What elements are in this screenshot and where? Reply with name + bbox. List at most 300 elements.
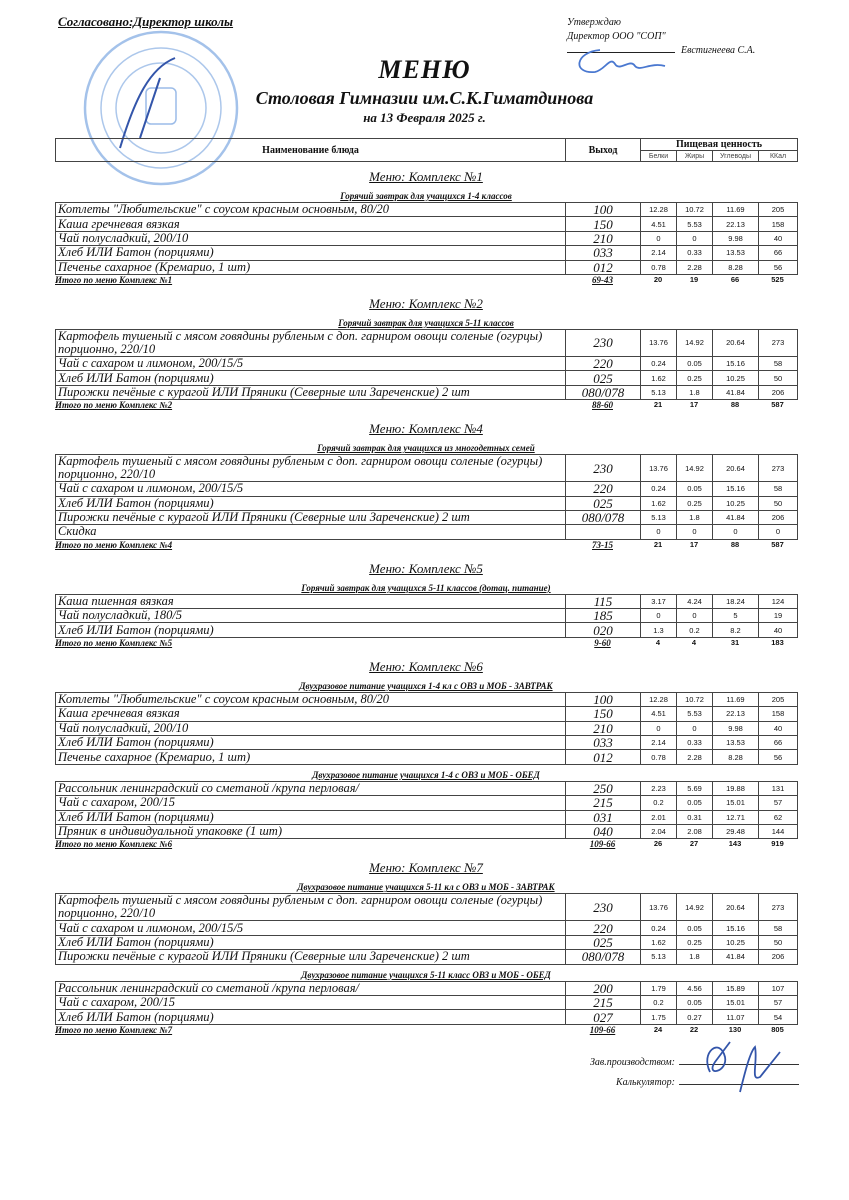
table-row <box>56 525 798 539</box>
cell-proteins: 2.14 <box>641 736 677 750</box>
total-fats: 17 <box>689 400 699 410</box>
table-row <box>56 750 798 764</box>
total-carbs: 31 <box>730 637 740 647</box>
cell-carbs: 13.53 <box>713 246 759 260</box>
table-row <box>56 356 798 370</box>
cell-carbs: 12.71 <box>713 810 759 824</box>
cell-fats: 0 <box>677 609 713 623</box>
cell-proteins: 12.28 <box>641 692 677 706</box>
menu-section <box>55 293 797 414</box>
dish-table <box>55 329 798 400</box>
table-row <box>56 796 798 810</box>
cell-proteins: 1.3 <box>641 623 677 637</box>
cell-kcal: 58 <box>759 482 798 496</box>
cell-carbs: 15.16 <box>713 921 759 935</box>
cell-fats: 0.33 <box>677 246 713 260</box>
cell-carbs: 18.24 <box>713 594 759 608</box>
section-total-row <box>55 275 797 289</box>
cell-output: 040 <box>566 824 641 838</box>
group-subtitle: Горячий завтрак для учащихся 5-11 классов (дотац. питание) <box>301 582 551 593</box>
total-carbs: 66 <box>730 274 740 284</box>
cell-fats: 10.72 <box>677 692 713 706</box>
cell-output: 150 <box>566 217 641 231</box>
total-output: 9-60 <box>594 637 611 648</box>
table-row <box>56 510 798 524</box>
footer-signatures <box>690 1032 790 1102</box>
total-dish-name: Итого по меню Комплекс №4 <box>55 539 173 550</box>
cell-dish-name: Хлеб ИЛИ Батон (порциями) <box>56 1010 566 1024</box>
group-subtitle: Двухразовое питание учащихся 5-11 кл с ОВЗ и МОБ - ЗАВТРАК <box>297 882 555 893</box>
cell-carbs: 15.16 <box>713 356 759 370</box>
cell-kcal: 58 <box>759 356 798 370</box>
cell-proteins: 0 <box>641 609 677 623</box>
cell-kcal: 57 <box>759 796 798 810</box>
table-row <box>56 692 798 706</box>
total-proteins: 21 <box>653 400 663 410</box>
dish-table <box>55 594 798 638</box>
section-title: Меню: Комплекс №2 <box>369 295 483 311</box>
total-output: 69-43 <box>592 274 613 285</box>
cell-output: 230 <box>566 455 641 482</box>
cell-dish-name: Хлеб ИЛИ Батон (порциями) <box>56 496 566 510</box>
cell-fats: 0.05 <box>677 796 713 810</box>
cell-kcal: 158 <box>759 707 798 721</box>
cell-carbs: 10.25 <box>713 371 759 385</box>
cell-kcal: 206 <box>759 950 798 964</box>
cell-carbs: 11.69 <box>713 692 759 706</box>
cell-carbs: 15.16 <box>713 482 759 496</box>
total-fats: 22 <box>689 1024 699 1034</box>
table-row <box>56 385 798 399</box>
cell-kcal: 273 <box>759 455 798 482</box>
table-row <box>56 482 798 496</box>
cell-carbs: 11.69 <box>713 203 759 217</box>
dish-table <box>55 692 798 765</box>
total-carbs: 130 <box>728 1024 742 1034</box>
cell-proteins: 0 <box>641 721 677 735</box>
header-fats: Жиры <box>677 151 713 162</box>
header-proteins: Белки <box>641 151 677 162</box>
total-dish-name: Итого по меню Комплекс №6 <box>55 839 173 850</box>
cell-kcal: 40 <box>759 623 798 637</box>
cell-carbs: 8.28 <box>713 260 759 274</box>
cell-carbs: 20.64 <box>713 894 759 921</box>
cell-kcal: 40 <box>759 231 798 245</box>
total-carbs: 143 <box>728 839 742 849</box>
cell-kcal: 0 <box>759 525 798 539</box>
cell-fats: 5.53 <box>677 707 713 721</box>
cell-dish-name: Чай полусладкий, 200/10 <box>56 721 566 735</box>
cell-carbs: 29.48 <box>713 824 759 838</box>
cell-output: 210 <box>566 721 641 735</box>
total-kcal: 587 <box>771 539 784 549</box>
cell-dish-name: Пирожки печёные с курагой ИЛИ Пряники (Северные или Зареченские) 2 шт <box>56 385 566 399</box>
dish-table <box>55 202 798 275</box>
dish-table <box>55 981 798 1025</box>
cell-kcal: 50 <box>759 371 798 385</box>
cell-fats: 0.25 <box>677 371 713 385</box>
cell-carbs: 11.07 <box>713 1010 759 1024</box>
cell-output: 080/078 <box>566 950 641 964</box>
table-row <box>56 1010 798 1024</box>
table-row <box>56 950 798 964</box>
total-dish-name: Итого по меню Комплекс №1 <box>55 274 173 285</box>
total-proteins: 20 <box>653 274 663 284</box>
cell-carbs: 10.25 <box>713 935 759 949</box>
total-carbs: 88 <box>730 400 740 410</box>
cell-fats: 5.69 <box>677 781 713 795</box>
table-row <box>56 496 798 510</box>
cell-output: 220 <box>566 356 641 370</box>
cell-fats: 2.28 <box>677 260 713 274</box>
menu-section <box>55 857 797 1038</box>
cell-kcal: 205 <box>759 692 798 706</box>
section-total-row <box>55 638 797 652</box>
table-row <box>56 781 798 795</box>
cell-proteins: 1.79 <box>641 981 677 995</box>
cell-output: 210 <box>566 231 641 245</box>
cell-output: 025 <box>566 371 641 385</box>
cell-proteins: 4.51 <box>641 217 677 231</box>
cell-proteins: 3.17 <box>641 594 677 608</box>
cell-output: 025 <box>566 496 641 510</box>
cell-dish-name: Картофель тушеный с мясом говядины рубленым с доп. гарниром овощи соленые (огурцы) порционно, 220/10 <box>56 329 566 356</box>
cell-proteins: 2.01 <box>641 810 677 824</box>
cell-carbs: 22.13 <box>713 707 759 721</box>
total-dish-name: Итого по меню Комплекс №2 <box>55 400 173 411</box>
cell-output <box>566 525 641 539</box>
section-total-row <box>55 1025 797 1039</box>
total-proteins: 4 <box>655 637 661 647</box>
cell-fats: 14.92 <box>677 329 713 356</box>
section-total-row <box>55 540 797 554</box>
cell-carbs: 5 <box>713 609 759 623</box>
cell-dish-name: Хлеб ИЛИ Батон (порциями) <box>56 371 566 385</box>
cell-kcal: 57 <box>759 995 798 1009</box>
cell-proteins: 2.04 <box>641 824 677 838</box>
cell-proteins: 0.24 <box>641 482 677 496</box>
cell-proteins: 5.13 <box>641 385 677 399</box>
cell-dish-name: Пряник в индивидуальной упаковке (1 шт) <box>56 824 566 838</box>
cell-fats: 5.53 <box>677 217 713 231</box>
section-title: Меню: Комплекс №4 <box>369 421 483 437</box>
cell-carbs: 15.01 <box>713 995 759 1009</box>
cell-proteins: 0.78 <box>641 260 677 274</box>
cell-dish-name: Каша пшенная вязкая <box>56 594 566 608</box>
cell-proteins: 4.51 <box>641 707 677 721</box>
total-proteins: 24 <box>653 1024 663 1034</box>
section-title: Меню: Комплекс №6 <box>369 658 483 674</box>
cell-proteins: 0.24 <box>641 356 677 370</box>
cell-dish-name: Хлеб ИЛИ Батон (порциями) <box>56 935 566 949</box>
table-row <box>56 921 798 935</box>
cell-dish-name: Чай с сахаром и лимоном, 200/15/5 <box>56 921 566 935</box>
cell-output: 200 <box>566 981 641 995</box>
cell-output: 100 <box>566 692 641 706</box>
cell-proteins: 13.76 <box>641 329 677 356</box>
cell-dish-name: Чай с сахаром и лимоном, 200/15/5 <box>56 482 566 496</box>
table-row <box>56 935 798 949</box>
cell-dish-name: Картофель тушеный с мясом говядины рубленым с доп. гарниром овощи соленые (огурцы) порционно, 220/10 <box>56 894 566 921</box>
cell-fats: 4.56 <box>677 981 713 995</box>
menu-section <box>55 166 797 289</box>
table-row <box>56 894 798 921</box>
total-dish-name: Итого по меню Комплекс №7 <box>55 1024 173 1035</box>
cell-proteins: 1.62 <box>641 496 677 510</box>
total-kcal: 805 <box>771 1024 784 1034</box>
cell-proteins: 0 <box>641 525 677 539</box>
cell-dish-name: Печенье сахарное (Кремарио, 1 шт) <box>56 260 566 274</box>
cell-proteins: 2.23 <box>641 781 677 795</box>
group-subtitle: Горячий завтрак для учащихся 5-11 классов <box>338 317 514 328</box>
cell-proteins: 13.76 <box>641 455 677 482</box>
cell-proteins: 13.76 <box>641 894 677 921</box>
header-kcal: ККал <box>759 151 798 162</box>
total-kcal: 587 <box>771 400 784 410</box>
cell-dish-name: Котлеты "Любительские" с соусом красным основным, 80/20 <box>56 203 566 217</box>
cell-output: 080/078 <box>566 510 641 524</box>
group-subtitle: Двухразовое питание учащихся 1-4 с ОВЗ и МОБ - ОБЕД <box>312 769 540 780</box>
cell-carbs: 13.53 <box>713 736 759 750</box>
cell-fats: 0.25 <box>677 935 713 949</box>
menu-section <box>55 418 797 554</box>
cell-fats: 0.2 <box>677 623 713 637</box>
cell-kcal: 56 <box>759 260 798 274</box>
menu-section <box>55 656 797 854</box>
cell-carbs: 20.64 <box>713 329 759 356</box>
cell-carbs: 8.28 <box>713 750 759 764</box>
cell-output: 033 <box>566 736 641 750</box>
cell-fats: 1.8 <box>677 385 713 399</box>
table-row <box>56 736 798 750</box>
cell-dish-name: Скидка <box>56 525 566 539</box>
table-header <box>55 138 798 162</box>
cell-fats: 14.92 <box>677 455 713 482</box>
cell-fats: 0.27 <box>677 1010 713 1024</box>
cell-kcal: 107 <box>759 981 798 995</box>
cell-output: 025 <box>566 935 641 949</box>
cell-dish-name: Чай полусладкий, 200/10 <box>56 231 566 245</box>
cell-fats: 0.25 <box>677 496 713 510</box>
cell-carbs: 9.98 <box>713 721 759 735</box>
cell-fats: 0.05 <box>677 356 713 370</box>
table-row <box>56 217 798 231</box>
cell-fats: 0.33 <box>677 736 713 750</box>
table-row <box>56 594 798 608</box>
total-proteins: 26 <box>653 839 663 849</box>
section-total-row <box>55 839 797 853</box>
cell-proteins: 0.78 <box>641 750 677 764</box>
cell-carbs: 15.89 <box>713 981 759 995</box>
cell-fats: 1.8 <box>677 950 713 964</box>
approver-position: Директор ООО "СОП" <box>567 31 666 42</box>
table-row <box>56 329 798 356</box>
table-row <box>56 260 798 274</box>
cell-fats: 1.8 <box>677 510 713 524</box>
total-proteins: 21 <box>653 539 663 549</box>
cell-dish-name: Печенье сахарное (Кремарио, 1 шт) <box>56 750 566 764</box>
cell-dish-name: Чай с сахаром, 200/15 <box>56 796 566 810</box>
cell-dish-name: Хлеб ИЛИ Батон (порциями) <box>56 810 566 824</box>
cell-carbs: 9.98 <box>713 231 759 245</box>
cell-output: 230 <box>566 329 641 356</box>
total-dish-name: Итого по меню Комплекс №5 <box>55 637 173 648</box>
cell-proteins: 0.24 <box>641 921 677 935</box>
cell-dish-name: Хлеб ИЛИ Батон (порциями) <box>56 623 566 637</box>
table-row <box>56 981 798 995</box>
cell-carbs: 41.84 <box>713 510 759 524</box>
menu-section <box>55 558 797 652</box>
table-row <box>56 623 798 637</box>
cell-fats: 0.05 <box>677 921 713 935</box>
group-subtitle: Горячий завтрак для учащихся из многодетных семей <box>317 443 535 454</box>
total-fats: 4 <box>691 637 697 647</box>
cell-carbs: 22.13 <box>713 217 759 231</box>
table-row <box>56 231 798 245</box>
cell-proteins: 1.62 <box>641 371 677 385</box>
cell-proteins: 0.2 <box>641 995 677 1009</box>
cell-fats: 14.92 <box>677 894 713 921</box>
cell-output: 020 <box>566 623 641 637</box>
approve-label: Утверждаю <box>567 17 621 28</box>
total-kcal: 183 <box>771 637 784 647</box>
cell-proteins: 0 <box>641 231 677 245</box>
cell-fats: 10.72 <box>677 203 713 217</box>
section-title: Меню: Комплекс №1 <box>369 169 483 184</box>
section-title: Меню: Комплекс №5 <box>369 560 483 576</box>
cell-fats: 2.28 <box>677 750 713 764</box>
cell-dish-name: Картофель тушеный с мясом говядины рубленым с доп. гарниром овощи соленые (огурцы) порционно, 220/10 <box>56 455 566 482</box>
cell-kcal: 66 <box>759 246 798 260</box>
cell-proteins: 1.75 <box>641 1010 677 1024</box>
cell-dish-name: Чай полусладкий, 180/5 <box>56 609 566 623</box>
cell-kcal: 56 <box>759 750 798 764</box>
cell-carbs: 41.84 <box>713 385 759 399</box>
cell-output: 150 <box>566 707 641 721</box>
cell-dish-name: Рассольник ленинградский со сметаной /крупа перловая/ <box>56 781 566 795</box>
cell-output: 080/078 <box>566 385 641 399</box>
total-kcal: 919 <box>771 839 784 849</box>
cell-proteins: 5.13 <box>641 510 677 524</box>
total-fats: 19 <box>689 274 699 284</box>
table-row <box>56 824 798 838</box>
cell-carbs: 8.2 <box>713 623 759 637</box>
cell-output: 250 <box>566 781 641 795</box>
menu-document <box>55 138 797 1039</box>
cell-output: 220 <box>566 482 641 496</box>
total-output: 73-15 <box>592 539 613 550</box>
cell-kcal: 131 <box>759 781 798 795</box>
header-output: Выход <box>566 139 641 162</box>
total-output: 109-66 <box>589 1024 616 1035</box>
table-row <box>56 721 798 735</box>
cell-kcal: 206 <box>759 385 798 399</box>
cell-carbs: 19.88 <box>713 781 759 795</box>
cell-kcal: 273 <box>759 329 798 356</box>
cell-output: 230 <box>566 894 641 921</box>
cell-dish-name: Каша гречневая вязкая <box>56 217 566 231</box>
cell-kcal: 50 <box>759 496 798 510</box>
cell-dish-name: Пирожки печёные с курагой ИЛИ Пряники (Северные или Зареченские) 2 шт <box>56 510 566 524</box>
cell-dish-name: Пирожки печёные с курагой ИЛИ Пряники (Северные или Зареченские) 2 шт <box>56 950 566 964</box>
cell-fats: 4.24 <box>677 594 713 608</box>
cell-output: 027 <box>566 1010 641 1024</box>
cell-dish-name: Чай с сахаром и лимоном, 200/15/5 <box>56 356 566 370</box>
cell-kcal: 40 <box>759 721 798 735</box>
cell-kcal: 54 <box>759 1010 798 1024</box>
cell-fats: 0.05 <box>677 995 713 1009</box>
cell-dish-name: Хлеб ИЛИ Батон (порциями) <box>56 246 566 260</box>
cell-fats: 0 <box>677 525 713 539</box>
cell-output: 100 <box>566 203 641 217</box>
cell-fats: 0 <box>677 231 713 245</box>
cell-kcal: 158 <box>759 217 798 231</box>
cell-kcal: 144 <box>759 824 798 838</box>
cell-kcal: 58 <box>759 921 798 935</box>
dish-table <box>55 893 798 964</box>
cell-kcal: 206 <box>759 510 798 524</box>
table-row <box>56 371 798 385</box>
cell-kcal: 273 <box>759 894 798 921</box>
cell-dish-name: Хлеб ИЛИ Батон (порциями) <box>56 736 566 750</box>
total-kcal: 525 <box>771 274 784 284</box>
group-subtitle: Горячий завтрак для учащихся 1-4 классов <box>340 191 512 201</box>
cell-output: 215 <box>566 796 641 810</box>
cell-output: 012 <box>566 260 641 274</box>
total-carbs: 88 <box>730 539 740 549</box>
table-row <box>56 995 798 1009</box>
cell-carbs: 20.64 <box>713 455 759 482</box>
canteen-name: Столовая Гимназии им.С.К.Гиматдинова <box>255 88 594 108</box>
section-total-row <box>55 400 797 414</box>
cell-carbs: 41.84 <box>713 950 759 964</box>
header-nutrition: Пищевая ценность <box>641 139 798 151</box>
cell-fats: 0 <box>677 721 713 735</box>
menu-sections <box>55 166 797 1039</box>
cell-dish-name: Чай с сахаром, 200/15 <box>56 995 566 1009</box>
cell-output: 185 <box>566 609 641 623</box>
cell-proteins: 0.2 <box>641 796 677 810</box>
cell-carbs: 15.01 <box>713 796 759 810</box>
cell-output: 220 <box>566 921 641 935</box>
total-fats: 17 <box>689 539 699 549</box>
cell-kcal: 205 <box>759 203 798 217</box>
section-title: Меню: Комплекс №7 <box>369 860 483 876</box>
menu-date: на 13 Февраля 2025 г. <box>363 110 486 125</box>
cell-proteins: 2.14 <box>641 246 677 260</box>
agreed-director-label: Согласовано:Директор школы <box>58 14 234 29</box>
cell-kcal: 124 <box>759 594 798 608</box>
calculator-label: Калькулятор: <box>616 1077 675 1088</box>
cell-output: 215 <box>566 995 641 1009</box>
cell-dish-name: Котлеты "Любительские" с соусом красным основным, 80/20 <box>56 692 566 706</box>
group-subtitle: Двухразовое питание учащихся 5-11 класс ОВЗ и МОБ - ОБЕД <box>301 969 551 980</box>
table-row <box>56 246 798 260</box>
cell-proteins: 1.62 <box>641 935 677 949</box>
cell-proteins: 12.28 <box>641 203 677 217</box>
cell-dish-name: Рассольник ленинградский со сметаной /крупа перловая/ <box>56 981 566 995</box>
cell-proteins: 5.13 <box>641 950 677 964</box>
cell-kcal: 62 <box>759 810 798 824</box>
table-row <box>56 203 798 217</box>
table-row <box>56 609 798 623</box>
approver-name: Евстигнеева С.А. <box>681 45 756 56</box>
total-output: 88-60 <box>592 400 613 411</box>
table-row <box>56 455 798 482</box>
page-title: МЕНЮ <box>378 55 471 84</box>
table-row <box>56 810 798 824</box>
cell-carbs: 0 <box>713 525 759 539</box>
